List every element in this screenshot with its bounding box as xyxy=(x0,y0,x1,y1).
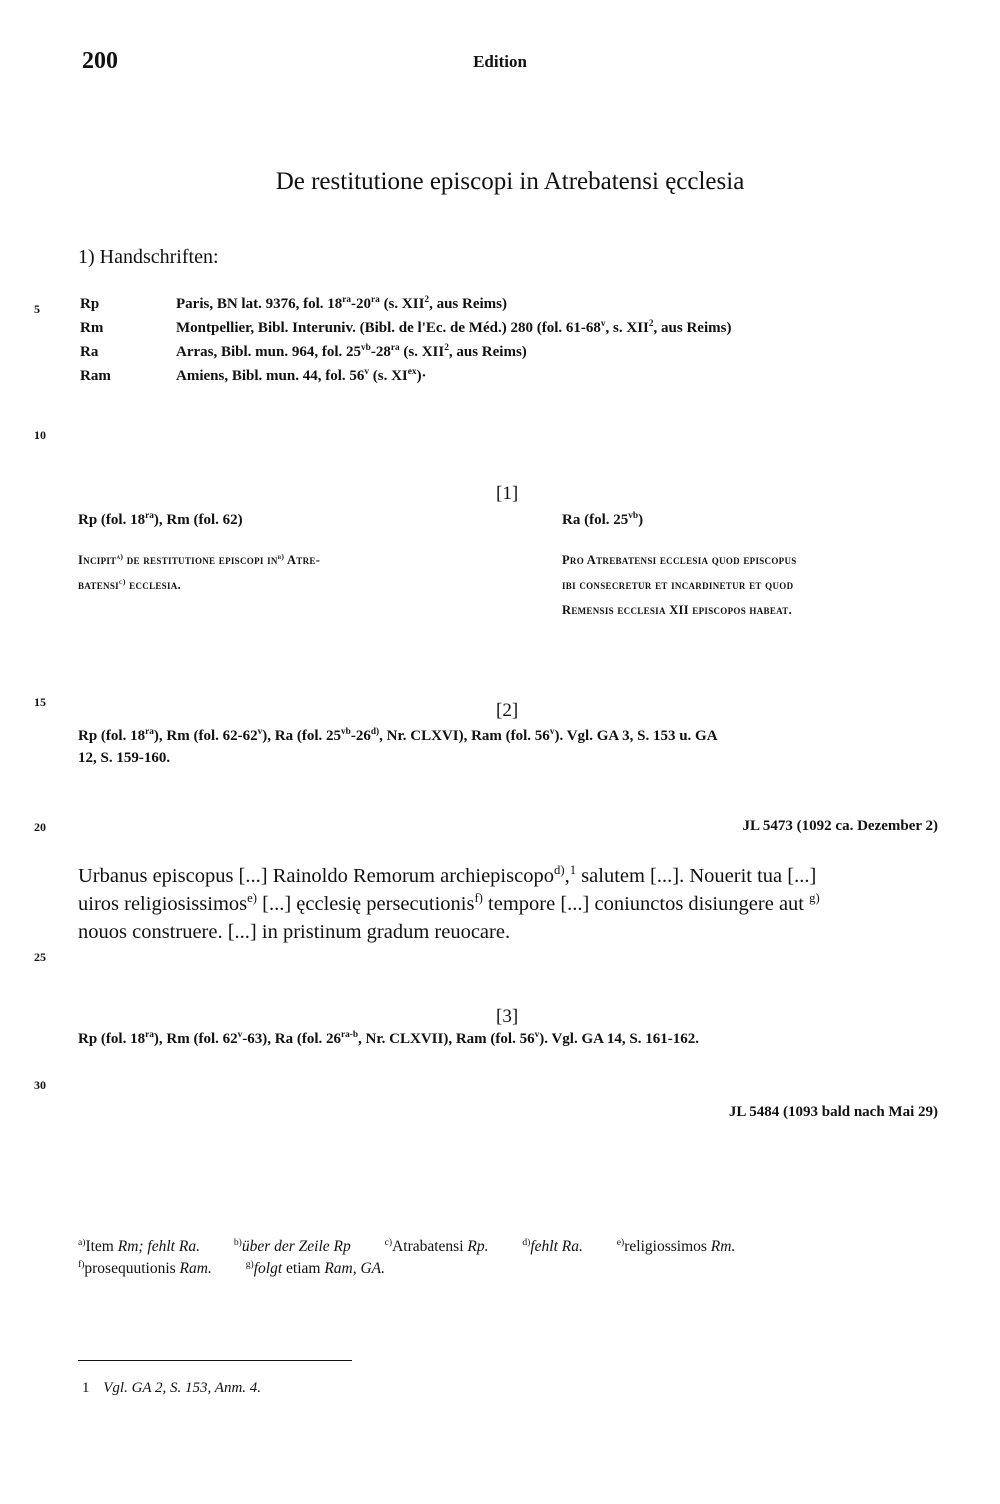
incipit-right: Pro Atrebatensi ecclesia quod episcopus ibi consecretur et incardinetur et quod Remensis ecclesia XII episcopos habeat. xyxy=(562,553,797,617)
manuscript-siglum: Rm xyxy=(80,320,104,336)
manuscript-description: Paris, BN lat. 9376, fol. $18^{ra}-20^{ra}$ (s. XII$^2$, aus Reims) xyxy=(176,295,507,312)
jl-reference: JL 5473 (1092 ca. Dezember 2) xyxy=(742,818,938,834)
jl-reference: JL 5484 (1093 bald nach Mai 29) xyxy=(728,1104,938,1120)
letter-text: Urbanus episcopus [...] Rainoldo Remorum archiepiscopo$^{d)}$,$^1$ salutem [...]. Nouerit tua [...] uiros religiosissimos$^{e)}$ [...] ęcclesię persecutionis$^{f)}$ tempore [...] coniunctos disiungere aut $^{g)}$ nouos construere. [...] in pristinum gradum reuocare. xyxy=(78,863,820,943)
page-number: 200 xyxy=(82,48,118,74)
footnote-number: 1 xyxy=(82,1380,90,1396)
footnote-separator xyxy=(78,1360,352,1361)
line-number-10: 10 xyxy=(34,428,46,442)
apparatus-note: $^{d)}$fehlt Ra. xyxy=(522,1236,583,1255)
line-number-20: 20 xyxy=(34,820,46,834)
page-title: De restitutione episcopi in Atrebatensi ęcclesia xyxy=(275,168,745,195)
apparatus-note: $^{b)}$über der Zeile Rp xyxy=(233,1236,351,1255)
line-number-30: 30 xyxy=(34,1078,46,1092)
footnote-text: Vgl. GA 2, S. 153, Anm. 4. xyxy=(103,1380,262,1396)
manuscript-description: Amiens, Bibl. mun. 44, fol. 56$^v$ (s. $XI^{ex})\cdot$ xyxy=(176,367,427,384)
apparatus-note: $^{c)}$Atrabatensi Rp. xyxy=(384,1236,489,1255)
manuscript-siglum: Ra xyxy=(80,344,99,360)
source-references: Rp (fol. $18^{ra}$), Rm (fol. 62$^v$-63), Ra (fol. $26^{ra-b}$, Nr. CLXVII), Ram (fol. 56$^v$). Vgl. GA 14, S. 161-162. xyxy=(78,1030,699,1047)
line-number-25: 25 xyxy=(34,950,46,964)
critical-apparatus xyxy=(78,1236,958,1280)
apparatus-note: $^{a)}$Item Rm; fehlt Ra. xyxy=(78,1236,200,1255)
section-number: [1] xyxy=(496,483,519,504)
section-number: [2] xyxy=(496,700,519,721)
manuscript-description: Arras, Bibl. mun. 964, fol. $25^{vb}-28^{ra}$ (s. XII$^2$, aus Reims) xyxy=(176,343,527,360)
manuscript-siglum: Rp xyxy=(80,296,100,312)
apparatus-note: $^{f)}$prosequutionis Ram. xyxy=(78,1258,212,1277)
right-source: Ra (fol. $25^{vb}$) xyxy=(562,511,644,528)
running-header: Edition xyxy=(473,52,527,71)
incipit-left: Incipit$^{a)}$ de restitutione episcopi $in^{b)}$ Atre- batensi$^{c)}$ ecclesia. xyxy=(78,551,321,592)
section-number: [3] xyxy=(496,1006,519,1027)
left-source: Rp (fol. $18^{ra}$), Rm (fol. 62) xyxy=(78,511,243,528)
apparatus-note: $^{e)}$religiossimos Rm. xyxy=(616,1236,736,1255)
footnote xyxy=(82,1380,261,1397)
line-number-15: 15 xyxy=(34,695,46,709)
apparatus-note: $^{g)}$folgt etiam Ram, GA. xyxy=(245,1258,386,1277)
source-references: Rp (fol. $18^{ra}$), Rm (fol. 62-62$^v$), Ra (fol. $25^{vb}-26^{d)}$, Nr. CLXVI), Ram (fol. 56$^v$). Vgl. GA 3, S. 153 u. GA 12, S. 159-160. xyxy=(78,727,718,766)
line-number-5: 5 xyxy=(34,302,40,316)
manuscript-siglum: Ram xyxy=(80,368,111,384)
section-heading: 1) Handschriften: xyxy=(78,246,219,268)
manuscript-description: Montpellier, Bibl. Interuniv. (Bibl. de l'Ec. de Méd.) 280 (fol. 61-68$^v$, s. XII$^2$, aus Reims) xyxy=(176,319,732,336)
